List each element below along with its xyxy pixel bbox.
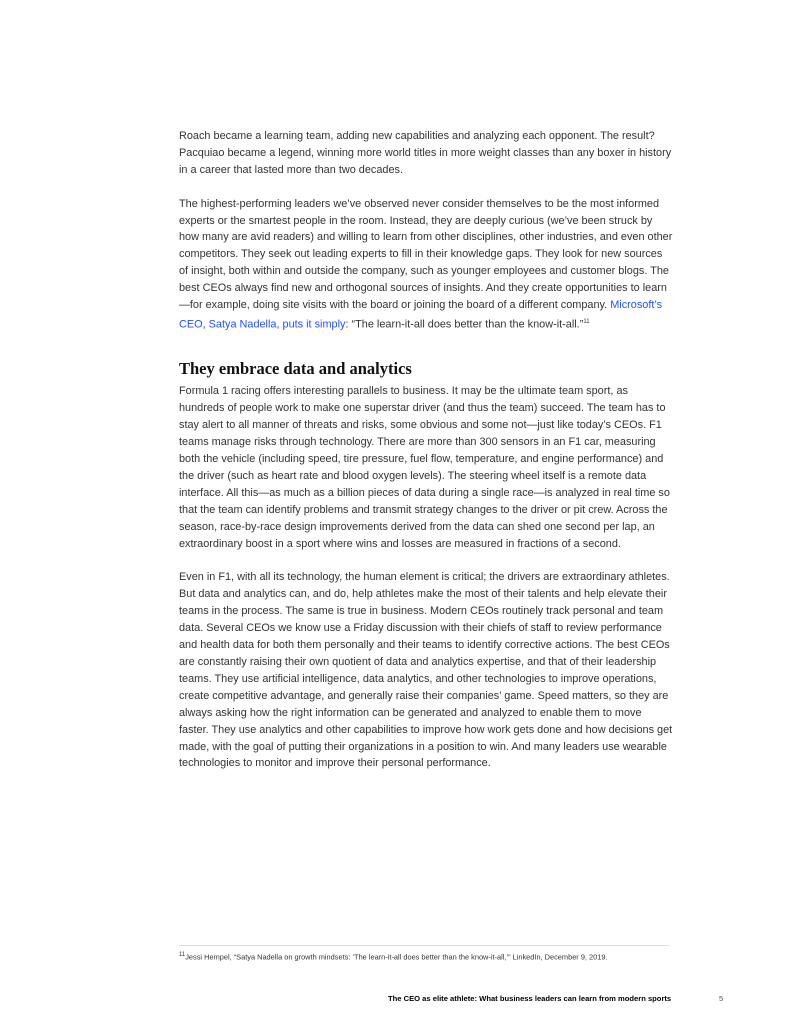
section-heading: They embrace data and analytics — [179, 359, 412, 379]
footer-title: The CEO as elite athlete: What business leaders can learn from modern sports — [388, 994, 672, 1003]
footnote — [179, 950, 669, 962]
article-body — [179, 128, 674, 772]
page-number: 5 — [719, 994, 724, 1003]
footnote-text: Jessi Hempel, “Satya Nadella on growth mindsets: ‘The learn-it-all does better than the know-it-all,’” LinkedIn, December 9, 2019. — [185, 952, 608, 962]
footnote-marker: 11 — [583, 318, 590, 325]
paragraph-pacquiao: Roach became a learning team, adding new capabilities and analyzing each opponent. The result? Pacquiao became a legend, winning more world titles in more weight classes than any boxer in history in a career that lasted more than two decades. — [179, 130, 672, 176]
paragraph-text: The highest-performing leaders we’ve observed never consider themselves to be the most informed experts or the smartest people in the room. Instead, they are deeply curious (we’ve been struck by how many are avid readers) and willing to learn from other disciplines, other industries, and even other competitors. They seek out leading experts to fill in their knowledge gaps. They look for new sources of insight, both within and outside the company, such as younger employees and customer blogs. The best CEOs always find new and orthogonal sources of insights. And they create opportunities to learn—for example, doing site visits with the board or joining the board of a different company. — [179, 197, 673, 312]
paragraph-human-element: Even in F1, with all its technology, the human element is critical; the drivers are extraordinary athletes. But data and analytics can, and do, help athletes make the most of their talents and help elevate their teams in the process. The same is true in business. Modern CEOs routinely track personal and team data. Several CEOs we know use a Friday discussion with their chiefs of staff to review performance and health data for both them personally and their teams to identify corrective actions. The best CEOs are constantly raising their own quotient of data and analytics expertise, and that of their leadership teams. They use artificial intelligence, data analytics, and other technologies to improve operations, create competitive advantage, and generally raise their companies’ game. Speed matters, so they are always asking how the right information can be generated and analyzed to enable them to move faster. They use analytics and other capabilities to improve how work gets done and how decisions get made, with the goal of putting their organizations in a position to win. And many leaders use wearable technologies to monitor and improve their personal performance. — [179, 571, 673, 770]
quote-text: : “The learn-it-all does better than the know-it-all.” — [345, 318, 584, 331]
paragraph-curious-leaders — [179, 196, 674, 334]
footnote-number: 11 — [179, 952, 186, 958]
nadella-link[interactable]: Microsoft’s CEO, Satya Nadella, puts it simply — [179, 299, 663, 331]
footnote-divider — [179, 945, 669, 946]
paragraph-formula1: Formula 1 racing offers interesting parallels to business. It may be the ultimate team sport, as hundreds of people work to make one superstar driver (and thus the team) succeed. The team has to stay alert to all manner of threats and risks, some obvious and some not—just like today’s CEOs. F1 teams manage risks through technology. There are more than 300 sensors in an F1 car, measuring both the vehicle (including speed, tire pressure, fuel flow, temperature, and engine performance) and the driver (such as heart rate and blood oxygen levels). The steering wheel itself is a remote data interface. All this—as much as a billion pieces of data during a single race—is analyzed in real time so that the team can identify problems and transmit strategy changes to the driver or pit crew. Across the season, race-by-race design improvements derived from the data can shed one second per lap, an extraordinary boost in a sport where wins and losses are measured in fractions of a second. — [179, 385, 670, 550]
